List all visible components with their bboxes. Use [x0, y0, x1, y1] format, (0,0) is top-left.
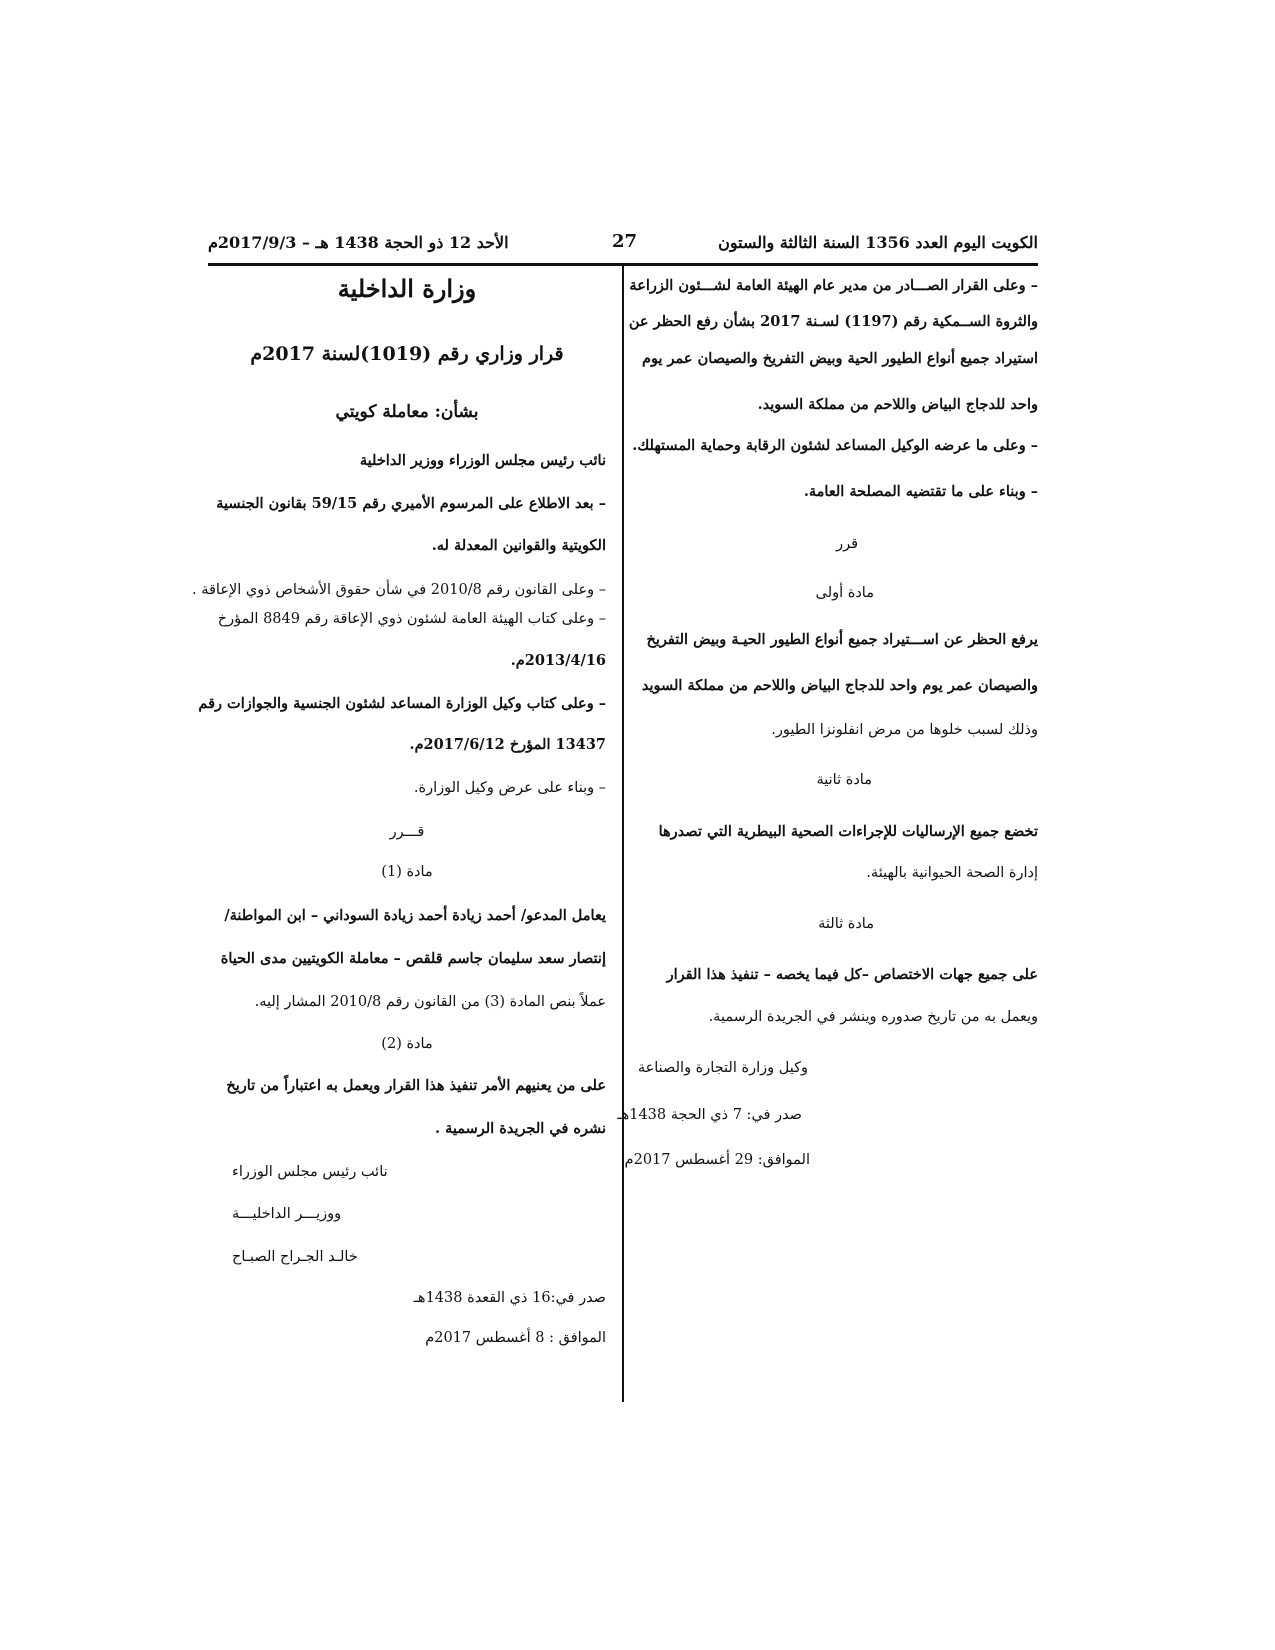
- left-text-line: يعامل المدعو/ أحمد زيادة أحمد زيادة السوداني – ابن المواطنة/: [224, 907, 606, 924]
- right-text-line: استيراد جميع أنواع الطيور الحية وبيض التفريخ والصيصان عمر يوم: [642, 350, 1038, 367]
- left-article-1-title: مادة (1): [381, 864, 433, 880]
- right-text-line: – وعلى ما عرضه الوكيل المساعد لشئون الرقابة وحماية المستهلك.: [632, 437, 1038, 454]
- left-corresponding-date: الموافق : 8 أغسطس 2017م: [425, 1330, 606, 1346]
- right-text-line: – وعلى القرار الصـــادر من مدير عام الهيئة العامة لشـــئون الزراعة: [629, 277, 1038, 294]
- signature-name: خالـد الجـراح الصبـاح: [232, 1249, 358, 1265]
- left-text-line: نشره في الجريدة الرسمية .: [434, 1120, 606, 1137]
- left-article-2-title: مادة (2): [381, 1036, 433, 1052]
- column-divider: [622, 266, 624, 1402]
- right-text-line: وذلك لسبب خلوها من مرض انفلونزا الطيور.: [771, 722, 1038, 738]
- right-text-line: واحد للدجاج البياض واللاحم من مملكة السويد.: [757, 396, 1038, 413]
- right-text-line: والصيصان عمر يوم واحد للدجاج البياض واللاحم من مملكة السويد: [641, 677, 1038, 694]
- decree-title: قرار وزاري رقم (1019)لسنة 2017م: [250, 343, 564, 365]
- left-issued-date: صدر في:16 ذي القعدة 1438هـ: [413, 1290, 606, 1306]
- right-signatory: وكيل وزارة التجارة والصناعة: [637, 1060, 808, 1076]
- left-decided-heading: قـــرر: [389, 824, 425, 840]
- page-header: [208, 233, 1038, 263]
- signature-title-line: ووزيـــر الداخليـــة: [232, 1206, 342, 1222]
- left-text-line: – وبناء على عرض وكيل الوزارة.: [413, 780, 606, 796]
- right-corresponding-date: الموافق: 29 أغسطس 2017م: [624, 1152, 810, 1168]
- left-text-line: الكويتية والقوانين المعدلة له.: [431, 537, 606, 554]
- right-issued-date: صدر في: 7 ذي الحجة 1438هـ: [617, 1107, 802, 1123]
- decree-subject: بشأن: معاملة كويتي: [335, 402, 479, 422]
- right-text-line: تخضع جميع الإرساليات للإجراءات الصحية البيطرية التي تصدرها: [658, 823, 1038, 840]
- issue-date: الأحد 12 ذو الحجة 1438 هـ – 2017/9/3م: [208, 233, 509, 252]
- right-article-2-title: مادة ثانية: [816, 772, 872, 788]
- right-article-1-title: مادة أولى: [815, 585, 874, 601]
- right-text-line: إدارة الصحة الحيوانية بالهيئة.: [866, 865, 1038, 881]
- right-decided-heading: قرر: [836, 536, 858, 552]
- ministry-title: وزارة الداخلية: [337, 274, 477, 303]
- left-text-line: 2013/4/16م.: [510, 652, 606, 669]
- left-text-line: – وعلى القانون رقم 2010/8 في شأن حقوق الأشخاص ذوي الإعاقة .: [192, 582, 606, 598]
- page-number: 27: [612, 231, 638, 252]
- left-text-line: عملاً بنص المادة (3) من القانون رقم 2010/8 المشار إليه.: [254, 994, 606, 1010]
- left-text-line: – وعلى كتاب الهيئة العامة لشئون ذوي الإعاقة رقم 8849 المؤرخ: [217, 611, 606, 627]
- left-text-line: على من يعنيهم الأمر تنفيذ هذا القرار ويعمل به اعتباراً من تاريخ: [226, 1077, 606, 1094]
- left-text-line: إنتصار سعد سليمان جاسم قلقص – معاملة الكويتيين مدى الحياة: [220, 950, 606, 967]
- left-text-line: – بعد الاطلاع على المرسوم الأميري رقم 59/15 بقانون الجنسية: [216, 495, 606, 512]
- right-text-line: على جميع جهات الاختصاص –كل فيما يخصه – تنفيذ هذا القرار: [666, 966, 1038, 983]
- gazette-issue: الكويت اليوم العدد 1356 السنة الثالثة والستون: [718, 233, 1038, 252]
- right-article-3-title: مادة ثالثة: [818, 916, 874, 932]
- signature-title-line: نائب رئيس مجلس الوزراء: [232, 1164, 388, 1180]
- right-text-line: – وبناء على ما تقتضيه المصلحة العامة.: [803, 483, 1038, 500]
- right-text-line: ويعمل به من تاريخ صدوره وينشر في الجريدة الرسمية.: [708, 1009, 1038, 1025]
- left-text-line: – وعلى كتاب وكيل الوزارة المساعد لشئون الجنسية والجوازات رقم: [198, 695, 606, 712]
- right-text-line: يرفع الحظر عن اســـتيراد جميع أنواع الطيور الحيـة وبيض التفريخ: [646, 631, 1038, 648]
- right-text-line: والثروة الســمكية رقم (1197) لسـنة 2017 بشأن رفع الحظر عن: [628, 313, 1038, 330]
- left-text-line: 13437 المؤرخ 2017/6/12م.: [409, 736, 606, 753]
- issuer-line: نائب رئيس مجلس الوزراء ووزير الداخلية: [359, 452, 606, 469]
